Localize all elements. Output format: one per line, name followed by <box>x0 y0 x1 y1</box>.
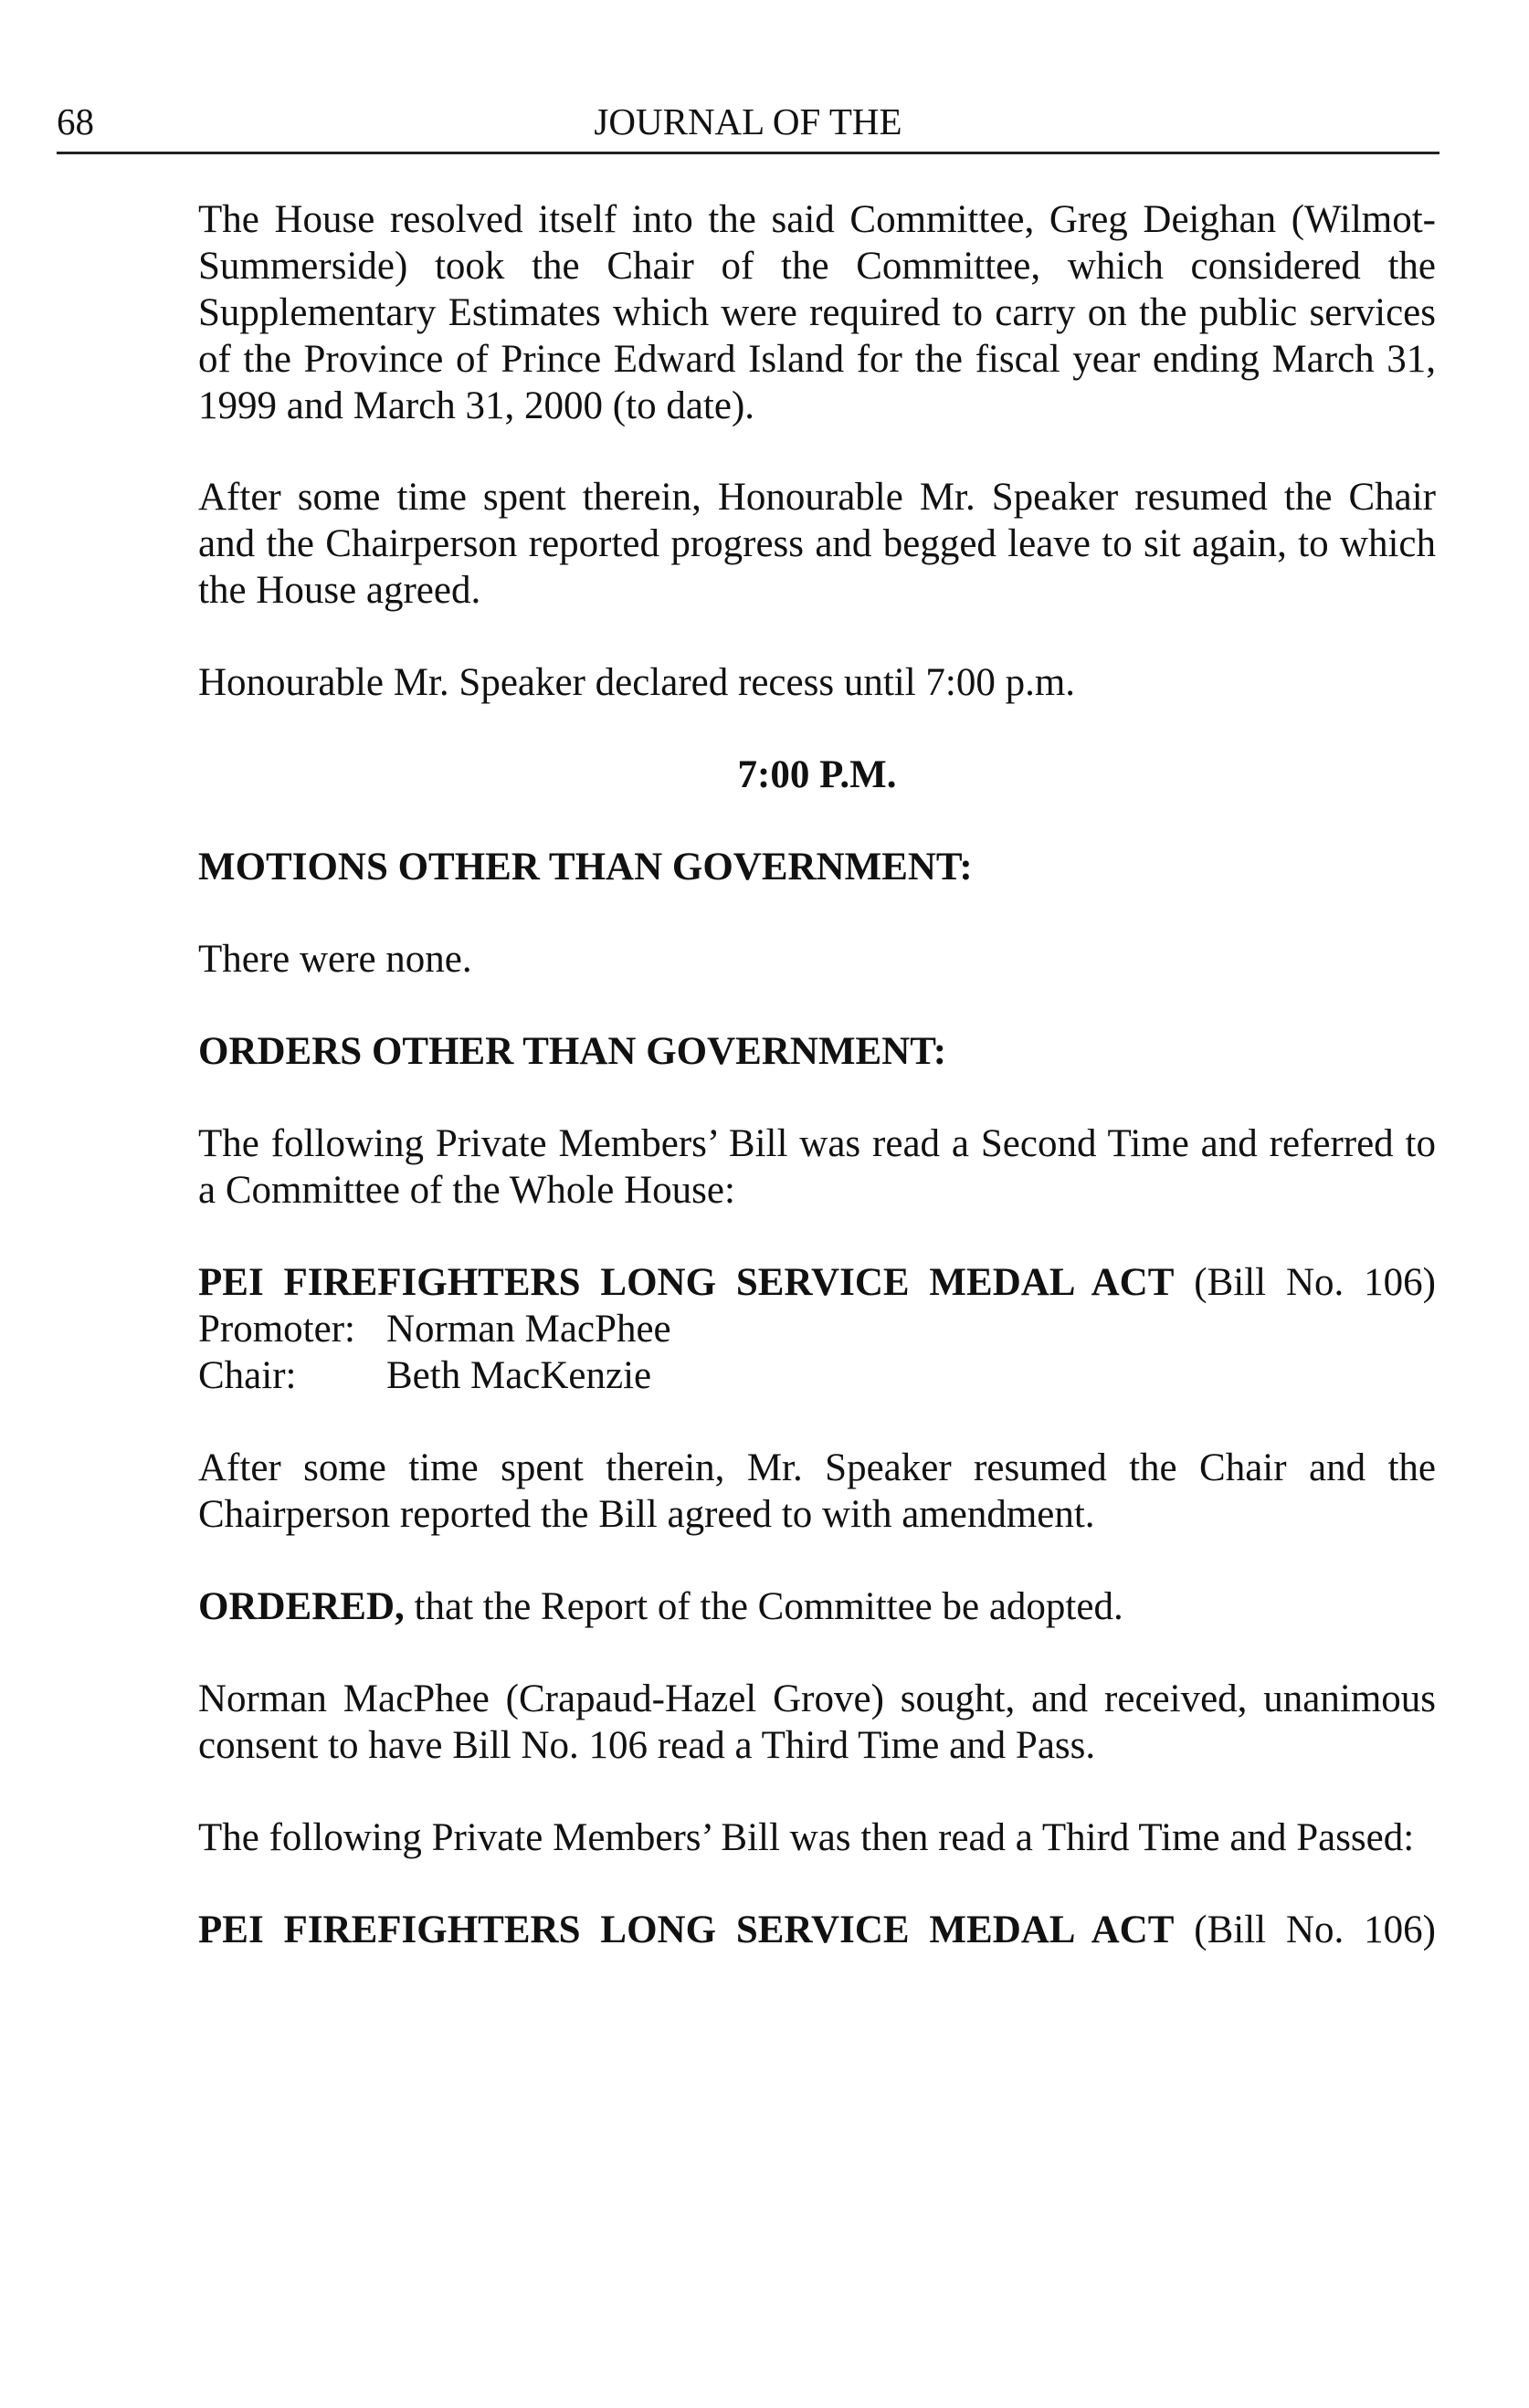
motions-text: There were none. <box>198 938 472 981</box>
chair-label: Chair: <box>198 1354 297 1397</box>
running-head: JOURNAL OF THE <box>594 100 902 142</box>
chair-line <box>198 1352 1436 1399</box>
bill-title: PEI FIREFIGHTERS LONG SERVICE MEDAL ACT <box>198 1261 1175 1304</box>
bill-title-line-2 <box>198 1907 1436 1953</box>
ordered-lead: ORDERED, <box>198 1585 405 1628</box>
paragraph-committee: The House resolved itself into the said Committee, Greg Deighan (Wilmot-Summerside) took the Chair of the Committee, which considered the Supplementary Estimates which were required to carry on the public services of the Province of Prince Edward Island for the fiscal year ending March 31, 1999 and March 31, 2000 (to date). <box>198 198 1436 427</box>
ordered-paragraph <box>198 1583 1436 1630</box>
bill-title-line <box>198 1259 1436 1306</box>
paragraph-progress: After some time spent therein, Honourable Mr. Speaker resumed the Chair and the Chairperson reported progress and begged leave to sit again, to which the House agreed. <box>198 476 1436 612</box>
promoter-label: Promoter: <box>198 1308 355 1351</box>
bill-number-2: (Bill No. 106) <box>1194 1909 1436 1951</box>
ordered-text: that the Report of the Committee be adopted. <box>404 1585 1123 1628</box>
paragraph-amendment: After some time spent therein, Mr. Speaker resumed the Chair and the Chairperson reported the Bill agreed to with amendment. <box>198 1446 1436 1536</box>
orders-heading: ORDERS OTHER THAN GOVERNMENT: <box>198 1030 947 1073</box>
page-number: 68 <box>57 100 94 142</box>
promoter-line <box>198 1306 1436 1352</box>
paragraph-consent: Norman MacPhee (Crapaud-Hazel Grove) sought, and received, unanimous consent to have Bill No. 106 read a Third Time and Pass. <box>198 1677 1436 1767</box>
paragraph-recess: Honourable Mr. Speaker declared recess until 7:00 p.m. <box>198 661 1076 704</box>
journal-body <box>198 196 1436 1953</box>
motions-heading: MOTIONS OTHER THAN GOVERNMENT: <box>198 846 973 889</box>
promoter-name: Norman MacPhee <box>386 1308 671 1351</box>
chair-name: Beth MacKenzie <box>386 1354 652 1397</box>
time-heading: 7:00 P.M. <box>737 753 897 796</box>
bill-title-2: PEI FIREFIGHTERS LONG SERVICE MEDAL ACT <box>198 1909 1175 1951</box>
third-reading-text: The following Private Members’ Bill was then read a Third Time and Passed: <box>198 1816 1415 1859</box>
bill-number: (Bill No. 106) <box>1194 1261 1436 1304</box>
second-reading-text: The following Private Members’ Bill was read a Second Time and referred to a Committee of the Whole House: <box>198 1122 1436 1212</box>
page-header <box>57 99 1439 154</box>
